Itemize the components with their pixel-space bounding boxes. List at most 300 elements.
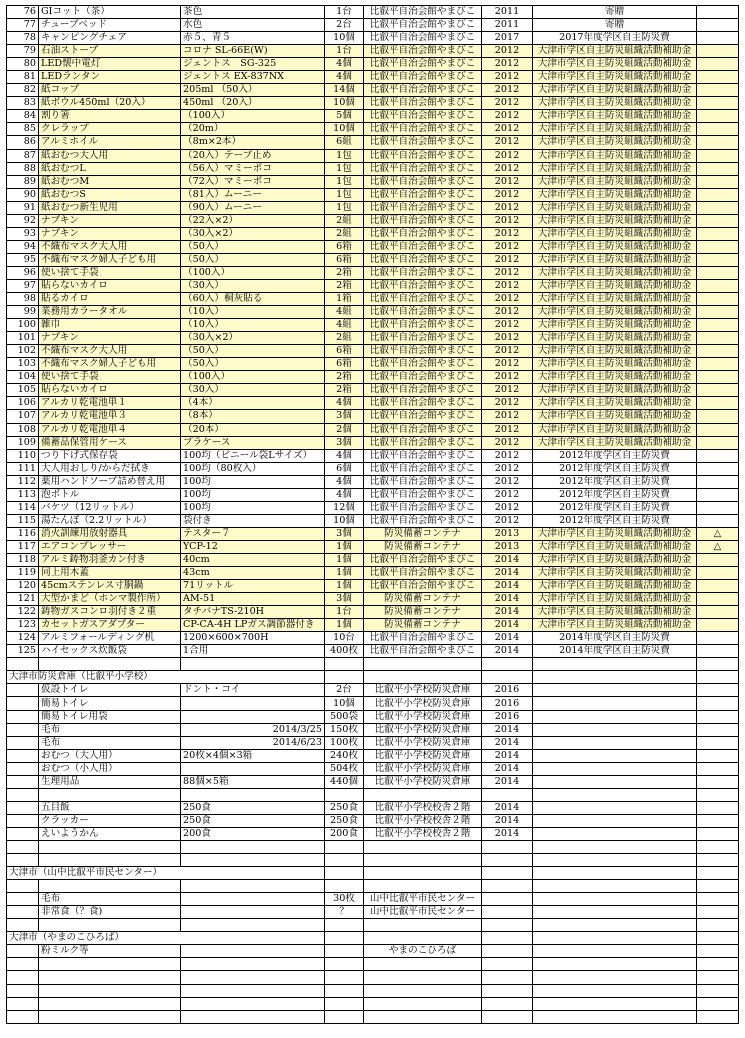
row-number: 119 [7, 567, 39, 580]
empty-cell [181, 997, 325, 1010]
storage-place: 比叡平自治会館やまびこ [364, 227, 482, 240]
storage-place: 防災備蓄コンテナ [364, 606, 482, 619]
empty-cell [325, 1010, 364, 1023]
storage-place: 比叡平自治会館やまびこ [364, 475, 482, 488]
funding-source [533, 814, 697, 827]
note [697, 632, 739, 645]
item-spec: （50入） [181, 358, 325, 371]
section-header-row [7, 867, 739, 880]
table-row [7, 684, 739, 697]
quantity: 1個 [325, 619, 364, 632]
row-number: 92 [7, 214, 39, 227]
quantity: 6箱 [325, 345, 364, 358]
storage-place: 比叡平自治会館やまびこ [364, 110, 482, 123]
year: 2012 [482, 488, 533, 501]
empty-cell [7, 997, 39, 1010]
note: △ [697, 540, 739, 553]
storage-place: 比叡平自治会館やまびこ [364, 175, 482, 188]
table-row [7, 475, 739, 488]
funding-source: 寄贈 [533, 19, 697, 32]
row-number: 98 [7, 293, 39, 306]
year: 2012 [482, 384, 533, 397]
table-row [7, 606, 739, 619]
empty-cell [533, 671, 697, 684]
row-number: 114 [7, 501, 39, 514]
note [697, 279, 739, 292]
row-number [7, 775, 39, 788]
row-number: 79 [7, 45, 39, 58]
funding-source: 2012年度学区自主防災費 [533, 488, 697, 501]
empty-cell [482, 971, 533, 984]
storage-place: 比叡平自治会館やまびこ [364, 84, 482, 97]
storage-place: 比叡平自治会館やまびこ [364, 19, 482, 32]
note [697, 723, 739, 736]
funding-source: 大津市学区自主防災組織活動補助金 [533, 188, 697, 201]
quantity: 440個 [325, 775, 364, 788]
item-name: 大型かまど（ホンマ製作所） [39, 593, 181, 606]
item-spec: 2014/6/23 [181, 736, 325, 749]
empty-cell [7, 841, 39, 854]
quantity: 4個 [325, 475, 364, 488]
storage-place: 防災備蓄コンテナ [364, 619, 482, 632]
funding-source: 大津市学区自主防災組織活動補助金 [533, 293, 697, 306]
empty-cell [7, 658, 39, 671]
item-spec: CP-CA-4H LPガス調節器付き [181, 619, 325, 632]
empty-cell [533, 958, 697, 971]
row-number: 113 [7, 488, 39, 501]
item-spec: 1合用 [181, 645, 325, 658]
row-number: 106 [7, 397, 39, 410]
year: 2012 [482, 371, 533, 384]
funding-source [533, 827, 697, 840]
item-spec: AM-51 [181, 593, 325, 606]
row-number [7, 684, 39, 697]
table-row [7, 397, 739, 410]
table-row [7, 188, 739, 201]
empty-cell [697, 880, 739, 893]
year: 2012 [482, 84, 533, 97]
row-number [7, 697, 39, 710]
item-spec [181, 710, 325, 723]
quantity: 1包 [325, 162, 364, 175]
empty-cell [181, 958, 325, 971]
storage-place: 比叡平自治会館やまびこ [364, 32, 482, 45]
quantity: 1個 [325, 540, 364, 553]
item-name: 45cmステンレス寸胴鍋 [39, 580, 181, 593]
note [697, 162, 739, 175]
funding-source: 大津市学区自主防災組織活動補助金 [533, 136, 697, 149]
year: 2012 [482, 410, 533, 423]
table-row [7, 319, 739, 332]
empty-cell [7, 880, 39, 893]
blank-row [7, 919, 739, 932]
item-spec: （50入） [181, 345, 325, 358]
year: 2012 [482, 97, 533, 110]
empty-cell [39, 984, 181, 997]
note [697, 567, 739, 580]
item-name: GIコット（茶） [39, 6, 181, 19]
empty-cell [181, 919, 325, 932]
note [697, 371, 739, 384]
row-number: 80 [7, 58, 39, 71]
item-spec: （20入）テープ止め [181, 149, 325, 162]
item-name: ナプキン [39, 214, 181, 227]
funding-source [533, 736, 697, 749]
item-name: 不織布マスク大人用 [39, 240, 181, 253]
empty-cell [533, 880, 697, 893]
item-spec [181, 762, 325, 775]
storage-place: 比叡平自治会館やまびこ [364, 201, 482, 214]
item-spec [181, 893, 325, 906]
empty-cell [364, 841, 482, 854]
empty-cell [364, 880, 482, 893]
year: 2012 [482, 306, 533, 319]
year: 2013 [482, 527, 533, 540]
year: 2014 [482, 580, 533, 593]
item-name: アルカリ乾電池単４ [39, 423, 181, 436]
empty-cell [533, 971, 697, 984]
item-name: 毛布 [39, 736, 181, 749]
item-name: 石油ストーブ [39, 45, 181, 58]
year: 2014 [482, 827, 533, 840]
item-name: 貼るカイロ [39, 293, 181, 306]
section-header-row [7, 932, 739, 945]
quantity: 3個 [325, 527, 364, 540]
table-row [7, 84, 739, 97]
empty-cell [533, 984, 697, 997]
row-number: 87 [7, 149, 39, 162]
year: 2014 [482, 553, 533, 566]
storage-place: 比叡平小学校防災倉庫 [364, 697, 482, 710]
empty-cell [325, 958, 364, 971]
empty-cell [533, 658, 697, 671]
year [482, 893, 533, 906]
quantity: 1包 [325, 201, 364, 214]
item-spec: （20m） [181, 123, 325, 136]
quantity: 12個 [325, 501, 364, 514]
row-number: 83 [7, 97, 39, 110]
item-name: 業務用カラータオル [39, 306, 181, 319]
item-spec: 100均（ビニール袋Lサイズ） [181, 449, 325, 462]
item-spec [181, 697, 325, 710]
storage-place: やまのこひろば [364, 945, 482, 958]
storage-place: 比叡平自治会館やまびこ [364, 266, 482, 279]
note [697, 84, 739, 97]
empty-cell [482, 984, 533, 997]
quantity: 3個 [325, 410, 364, 423]
row-number [7, 762, 39, 775]
funding-source: 大津市学区自主防災組織活動補助金 [533, 45, 697, 58]
table-row [7, 201, 739, 214]
year: 2012 [482, 110, 533, 123]
item-name: エアコンプレッサー [39, 540, 181, 553]
funding-source: 大津市学区自主防災組織活動補助金 [533, 175, 697, 188]
funding-source: 大津市学区自主防災組織活動補助金 [533, 371, 697, 384]
row-number: 122 [7, 606, 39, 619]
table-row [7, 632, 739, 645]
note [697, 553, 739, 566]
note [697, 358, 739, 371]
storage-place: 比叡平小学校防災倉庫 [364, 736, 482, 749]
storage-place: 比叡平小学校校舎２階 [364, 801, 482, 814]
table-row [7, 97, 739, 110]
storage-place: 比叡平小学校校舎２階 [364, 827, 482, 840]
funding-source: 寄贈 [533, 6, 697, 19]
storage-place: 比叡平自治会館やまびこ [364, 488, 482, 501]
item-name: 毛布 [39, 723, 181, 736]
item-name: おむつ（大人用） [39, 749, 181, 762]
note [697, 775, 739, 788]
funding-source: 大津市学区自主防災組織活動補助金 [533, 540, 697, 553]
storage-place: 比叡平小学校防災倉庫 [364, 723, 482, 736]
row-number [7, 945, 39, 958]
empty-cell [325, 658, 364, 671]
empty-cell [181, 867, 325, 880]
quantity: 4組 [325, 306, 364, 319]
empty-cell [482, 958, 533, 971]
year: 2011 [482, 19, 533, 32]
empty-cell [181, 658, 325, 671]
funding-source: 大津市学区自主防災組織活動補助金 [533, 397, 697, 410]
funding-source [533, 945, 697, 958]
item-name: 鋳物ガスコンロ羽付き２重 [39, 606, 181, 619]
storage-place: 比叡平自治会館やまびこ [364, 462, 482, 475]
table-row [7, 423, 739, 436]
funding-source: 大津市学区自主防災組織活動補助金 [533, 84, 697, 97]
year: 2016 [482, 684, 533, 697]
item-name: 湯たんぽ（2.2リットル） [39, 514, 181, 527]
note [697, 306, 739, 319]
note [697, 893, 739, 906]
empty-cell [364, 932, 482, 945]
funding-source [533, 906, 697, 919]
funding-source: 大津市学区自主防災組織活動補助金 [533, 214, 697, 227]
year: 2012 [482, 397, 533, 410]
year: 2012 [482, 319, 533, 332]
empty-cell [697, 867, 739, 880]
item-spec: （10入） [181, 319, 325, 332]
empty-cell [364, 997, 482, 1010]
empty-cell [533, 788, 697, 801]
item-name: 仮設トイレ [39, 684, 181, 697]
funding-source: 2012年度学区自主防災費 [533, 501, 697, 514]
item-name: ナプキン [39, 332, 181, 345]
quantity: 1台 [325, 6, 364, 19]
empty-cell [482, 658, 533, 671]
funding-source [533, 749, 697, 762]
note [697, 149, 739, 162]
table-row [7, 136, 739, 149]
item-spec: （100入） [181, 110, 325, 123]
row-number: 100 [7, 319, 39, 332]
funding-source: 大津市学区自主防災組織活動補助金 [533, 606, 697, 619]
row-number: 88 [7, 162, 39, 175]
empty-cell [364, 788, 482, 801]
item-spec: 1200×600×700H [181, 632, 325, 645]
quantity: 1包 [325, 188, 364, 201]
item-spec: タチバナTS-210H [181, 606, 325, 619]
section-header-row [7, 671, 739, 684]
blank-row [7, 1010, 739, 1023]
storage-place: 比叡平小学校防災倉庫 [364, 762, 482, 775]
empty-cell [697, 841, 739, 854]
quantity: 150枚 [325, 723, 364, 736]
table-row [7, 240, 739, 253]
empty-cell [697, 971, 739, 984]
note [697, 710, 739, 723]
quantity: 1個 [325, 553, 364, 566]
table-row [7, 6, 739, 19]
storage-place: 比叡平小学校防災倉庫 [364, 775, 482, 788]
row-number: 107 [7, 410, 39, 423]
funding-source: 大津市学区自主防災組織活動補助金 [533, 567, 697, 580]
quantity: 1個 [325, 567, 364, 580]
row-number [7, 710, 39, 723]
quantity: 30枚 [325, 893, 364, 906]
table-row [7, 593, 739, 606]
quantity: 2箱 [325, 384, 364, 397]
table-row [7, 827, 739, 840]
empty-cell [181, 971, 325, 984]
quantity [325, 945, 364, 958]
empty-cell [482, 867, 533, 880]
table-row [7, 514, 739, 527]
year: 2011 [482, 6, 533, 19]
table-row [7, 906, 739, 919]
item-name: 生理用品 [39, 775, 181, 788]
table-row [7, 384, 739, 397]
item-spec [181, 906, 325, 919]
empty-cell [533, 854, 697, 867]
quantity: 2箱 [325, 279, 364, 292]
note [697, 58, 739, 71]
item-spec: 205ml （50入） [181, 84, 325, 97]
empty-cell [325, 867, 364, 880]
empty-cell [482, 841, 533, 854]
empty-cell [181, 880, 325, 893]
year: 2012 [482, 240, 533, 253]
empty-cell [325, 788, 364, 801]
row-number: 120 [7, 580, 39, 593]
note [697, 6, 739, 19]
item-spec: テスター７ [181, 527, 325, 540]
year: 2012 [482, 293, 533, 306]
funding-source: 2012年度学区自主防災費 [533, 462, 697, 475]
empty-cell [364, 671, 482, 684]
year: 2012 [482, 423, 533, 436]
table-row [7, 710, 739, 723]
row-number: 95 [7, 253, 39, 266]
item-name: 使い捨て手袋 [39, 371, 181, 384]
row-number: 102 [7, 345, 39, 358]
note [697, 97, 739, 110]
year: 2014 [482, 645, 533, 658]
note [697, 110, 739, 123]
item-name: 雑巾 [39, 319, 181, 332]
note [697, 123, 739, 136]
year: 2014 [482, 606, 533, 619]
row-number: 117 [7, 540, 39, 553]
funding-source [533, 697, 697, 710]
item-spec: 100均 [181, 488, 325, 501]
quantity: 250食 [325, 814, 364, 827]
row-number: 97 [7, 279, 39, 292]
row-number: 116 [7, 527, 39, 540]
empty-cell [39, 788, 181, 801]
note [697, 19, 739, 32]
quantity: 2個 [325, 423, 364, 436]
funding-source: 大津市学区自主防災組織活動補助金 [533, 123, 697, 136]
funding-source: 大津市学区自主防災組織活動補助金 [533, 384, 697, 397]
item-name: 泡ボトル [39, 488, 181, 501]
row-number: 118 [7, 553, 39, 566]
year: 2012 [482, 501, 533, 514]
item-spec: （30入×2） [181, 227, 325, 240]
item-name: 紙おむつM [39, 175, 181, 188]
quantity: 6個 [325, 462, 364, 475]
table-row [7, 32, 739, 45]
funding-source [533, 762, 697, 775]
year: 2012 [482, 436, 533, 449]
item-name: 不織布マスク婦人子ども用 [39, 253, 181, 266]
funding-source: 大津市学区自主防災組織活動補助金 [533, 227, 697, 240]
row-number: 124 [7, 632, 39, 645]
year: 2012 [482, 123, 533, 136]
year: 2014 [482, 736, 533, 749]
item-spec: （8m×2本） [181, 136, 325, 149]
item-name: 備蓄品保管用ケース [39, 436, 181, 449]
storage-place: 比叡平自治会館やまびこ [364, 567, 482, 580]
funding-source [533, 684, 697, 697]
row-number: 94 [7, 240, 39, 253]
item-spec: 43cm [181, 567, 325, 580]
storage-place: 山中比叡平市民センター [364, 893, 482, 906]
table-row [7, 775, 739, 788]
note [697, 253, 739, 266]
note [697, 814, 739, 827]
quantity: 4個 [325, 58, 364, 71]
row-number: 101 [7, 332, 39, 345]
row-number: 121 [7, 593, 39, 606]
storage-place: 比叡平自治会館やまびこ [364, 293, 482, 306]
funding-source: 大津市学区自主防災組織活動補助金 [533, 58, 697, 71]
table-row [7, 58, 739, 71]
table-row [7, 723, 739, 736]
year: 2012 [482, 162, 533, 175]
year: 2012 [482, 214, 533, 227]
funding-source: 2012年度学区自主防災費 [533, 514, 697, 527]
year: 2014 [482, 723, 533, 736]
item-spec: 450ml （20入） [181, 97, 325, 110]
item-spec: （50入） [181, 253, 325, 266]
note [697, 488, 739, 501]
row-number: 109 [7, 436, 39, 449]
quantity: 5個 [325, 110, 364, 123]
item-name: 使い捨て手袋 [39, 266, 181, 279]
table-row [7, 736, 739, 749]
storage-place: 比叡平自治会館やまびこ [364, 553, 482, 566]
funding-source: 大津市学区自主防災組織活動補助金 [533, 162, 697, 175]
empty-cell [39, 1010, 181, 1023]
quantity: 400枚 [325, 645, 364, 658]
empty-cell [7, 919, 39, 932]
year: 2014 [482, 762, 533, 775]
item-spec: （20本） [181, 423, 325, 436]
item-name: 簡易トイレ [39, 697, 181, 710]
storage-place: 比叡平自治会館やまびこ [364, 514, 482, 527]
year: 2012 [482, 358, 533, 371]
table-row [7, 306, 739, 319]
